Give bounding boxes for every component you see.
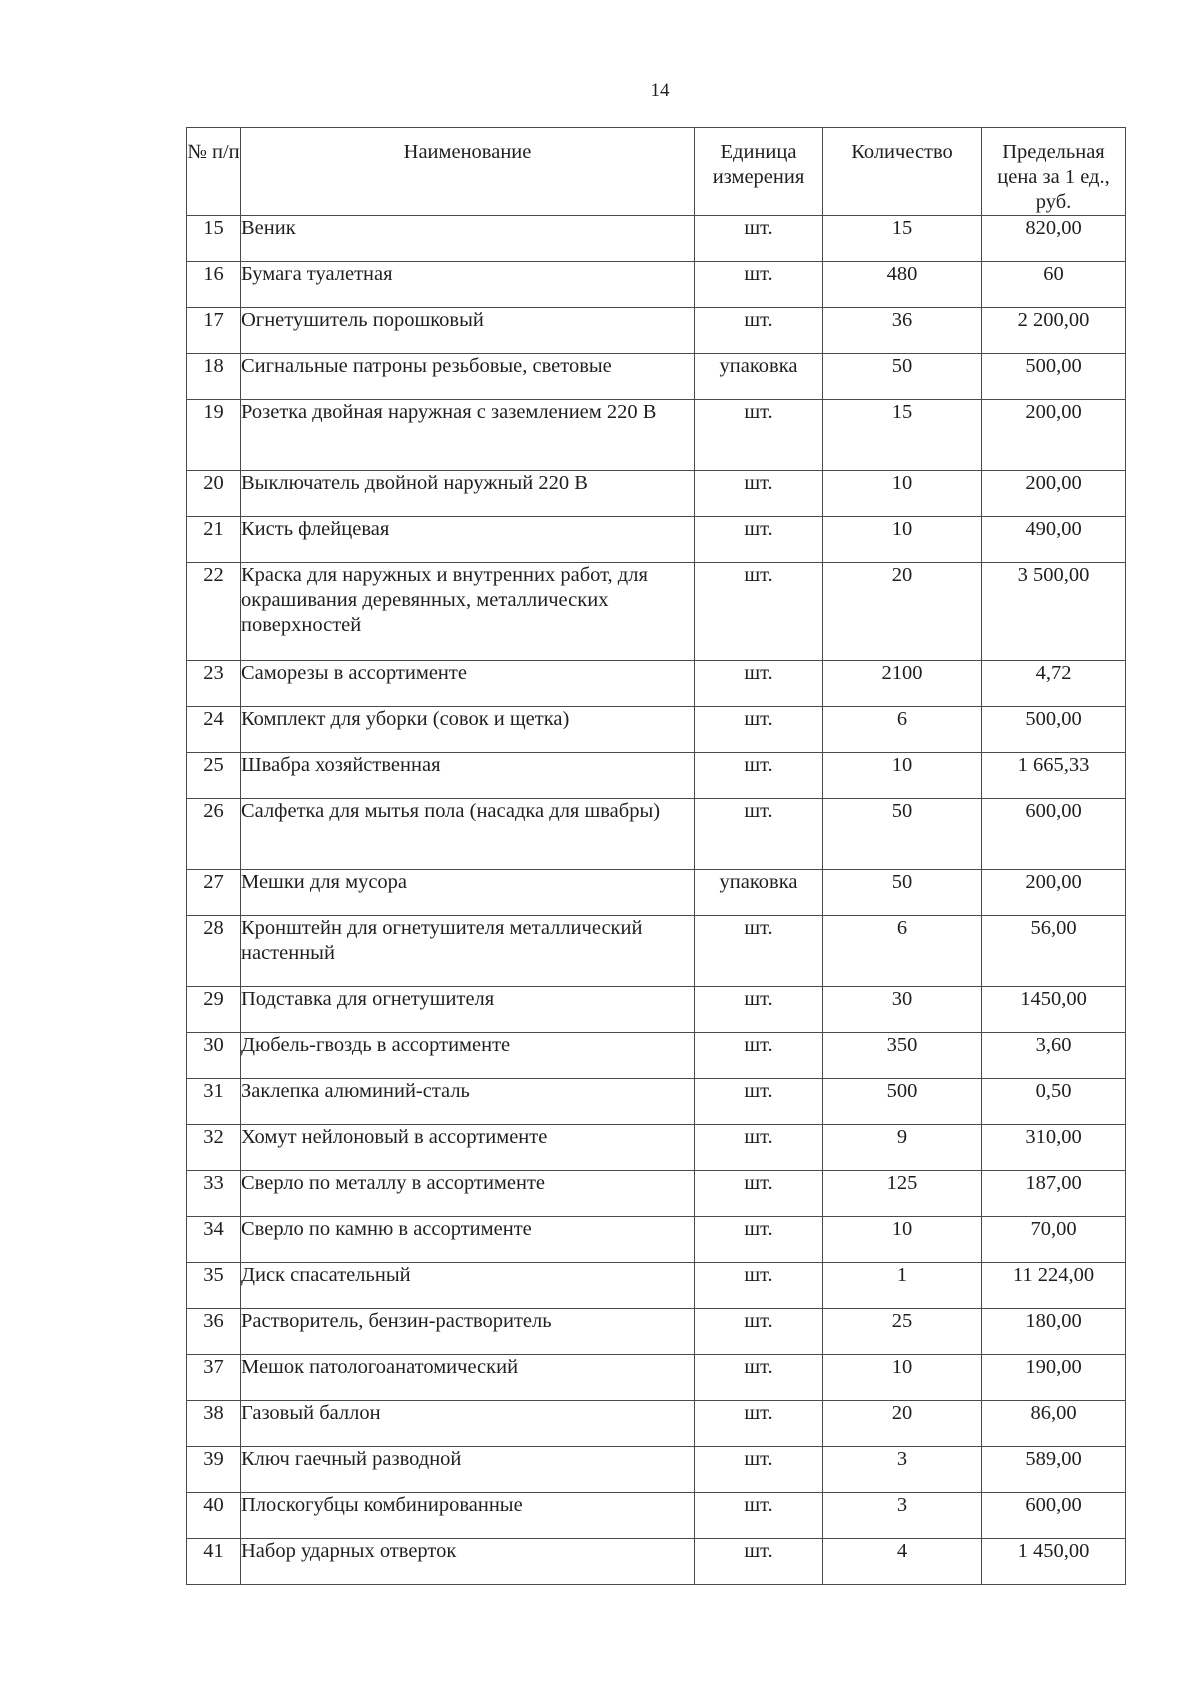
row-quantity: 2100 bbox=[823, 661, 982, 707]
row-number: 25 bbox=[187, 753, 241, 799]
row-number: 32 bbox=[187, 1125, 241, 1171]
row-number: 17 bbox=[187, 308, 241, 354]
row-quantity: 3 bbox=[823, 1493, 982, 1539]
row-number: 23 bbox=[187, 661, 241, 707]
row-number: 35 bbox=[187, 1263, 241, 1309]
table-row bbox=[187, 661, 1126, 707]
row-quantity: 6 bbox=[823, 916, 982, 987]
table-row bbox=[187, 987, 1126, 1033]
row-price: 200,00 bbox=[982, 870, 1126, 916]
row-unit: шт. bbox=[695, 987, 823, 1033]
row-name: Подставка для огнетушителя bbox=[241, 987, 695, 1033]
row-number: 29 bbox=[187, 987, 241, 1033]
table-row bbox=[187, 1309, 1126, 1355]
row-quantity: 10 bbox=[823, 1217, 982, 1263]
row-quantity: 3 bbox=[823, 1447, 982, 1493]
table-header-row bbox=[187, 128, 1126, 216]
row-price: 190,00 bbox=[982, 1355, 1126, 1401]
row-name: Диск спасательный bbox=[241, 1263, 695, 1309]
row-number: 38 bbox=[187, 1401, 241, 1447]
row-price: 1 450,00 bbox=[982, 1539, 1126, 1585]
row-quantity: 50 bbox=[823, 870, 982, 916]
table-row bbox=[187, 1079, 1126, 1125]
row-price: 3 500,00 bbox=[982, 563, 1126, 661]
row-name: Огнетушитель порошковый bbox=[241, 308, 695, 354]
row-quantity: 9 bbox=[823, 1125, 982, 1171]
row-unit: шт. bbox=[695, 1447, 823, 1493]
row-unit: шт. bbox=[695, 1401, 823, 1447]
row-name: Выключатель двойной наружный 220 В bbox=[241, 471, 695, 517]
row-name: Газовый баллон bbox=[241, 1401, 695, 1447]
row-price: 600,00 bbox=[982, 799, 1126, 870]
row-price: 3,60 bbox=[982, 1033, 1126, 1079]
row-unit: шт. bbox=[695, 563, 823, 661]
row-number: 27 bbox=[187, 870, 241, 916]
row-price: 310,00 bbox=[982, 1125, 1126, 1171]
row-number: 24 bbox=[187, 707, 241, 753]
table-row bbox=[187, 1539, 1126, 1585]
row-quantity: 4 bbox=[823, 1539, 982, 1585]
row-unit: шт. bbox=[695, 1355, 823, 1401]
row-unit: шт. bbox=[695, 1539, 823, 1585]
row-quantity: 10 bbox=[823, 753, 982, 799]
row-name: Кронштейн для огнетушителя металлический настенный bbox=[241, 916, 695, 987]
table-row bbox=[187, 707, 1126, 753]
table-row bbox=[187, 1171, 1126, 1217]
table-body bbox=[187, 216, 1126, 1585]
row-unit: шт. bbox=[695, 1217, 823, 1263]
table-row bbox=[187, 799, 1126, 870]
row-quantity: 50 bbox=[823, 799, 982, 870]
row-name: Бумага туалетная bbox=[241, 262, 695, 308]
row-number: 30 bbox=[187, 1033, 241, 1079]
row-price: 500,00 bbox=[982, 707, 1126, 753]
row-quantity: 480 bbox=[823, 262, 982, 308]
row-name: Комплект для уборки (совок и щетка) bbox=[241, 707, 695, 753]
row-number: 41 bbox=[187, 1539, 241, 1585]
row-price: 2 200,00 bbox=[982, 308, 1126, 354]
row-name: Дюбель-гвоздь в ассортименте bbox=[241, 1033, 695, 1079]
table-row bbox=[187, 1033, 1126, 1079]
row-quantity: 25 bbox=[823, 1309, 982, 1355]
row-name: Набор ударных отверток bbox=[241, 1539, 695, 1585]
table-row bbox=[187, 563, 1126, 661]
row-name: Заклепка алюминий-сталь bbox=[241, 1079, 695, 1125]
row-name: Растворитель, бензин-растворитель bbox=[241, 1309, 695, 1355]
row-price: 820,00 bbox=[982, 216, 1126, 262]
items-table bbox=[186, 127, 1126, 1585]
row-price: 4,72 bbox=[982, 661, 1126, 707]
table-row bbox=[187, 308, 1126, 354]
row-quantity: 1 bbox=[823, 1263, 982, 1309]
row-name: Розетка двойная наружная с заземлением 220 В bbox=[241, 400, 695, 471]
row-quantity: 30 bbox=[823, 987, 982, 1033]
row-quantity: 10 bbox=[823, 471, 982, 517]
row-unit: шт. bbox=[695, 1125, 823, 1171]
row-quantity: 10 bbox=[823, 1355, 982, 1401]
header-name: Наименование bbox=[241, 128, 695, 216]
row-quantity: 15 bbox=[823, 216, 982, 262]
row-price: 490,00 bbox=[982, 517, 1126, 563]
row-number: 15 bbox=[187, 216, 241, 262]
row-unit: шт. bbox=[695, 517, 823, 563]
row-unit: шт. bbox=[695, 216, 823, 262]
row-price: 86,00 bbox=[982, 1401, 1126, 1447]
row-quantity: 15 bbox=[823, 400, 982, 471]
table-row bbox=[187, 1355, 1126, 1401]
row-name: Ключ гаечный разводной bbox=[241, 1447, 695, 1493]
table-row bbox=[187, 400, 1126, 471]
row-price: 589,00 bbox=[982, 1447, 1126, 1493]
row-quantity: 50 bbox=[823, 354, 982, 400]
row-unit: шт. bbox=[695, 1079, 823, 1125]
row-price: 70,00 bbox=[982, 1217, 1126, 1263]
row-unit: шт. bbox=[695, 707, 823, 753]
header-num: № п/п bbox=[187, 128, 241, 216]
row-unit: шт. bbox=[695, 753, 823, 799]
row-price: 1 665,33 bbox=[982, 753, 1126, 799]
row-quantity: 36 bbox=[823, 308, 982, 354]
row-number: 36 bbox=[187, 1309, 241, 1355]
row-quantity: 125 bbox=[823, 1171, 982, 1217]
row-price: 60 bbox=[982, 262, 1126, 308]
table-row bbox=[187, 1447, 1126, 1493]
row-unit: шт. bbox=[695, 400, 823, 471]
row-unit: шт. bbox=[695, 1171, 823, 1217]
row-name: Мешки для мусора bbox=[241, 870, 695, 916]
row-price: 187,00 bbox=[982, 1171, 1126, 1217]
table-row bbox=[187, 216, 1126, 262]
row-number: 26 bbox=[187, 799, 241, 870]
row-price: 56,00 bbox=[982, 916, 1126, 987]
row-number: 16 bbox=[187, 262, 241, 308]
row-quantity: 350 bbox=[823, 1033, 982, 1079]
row-unit: шт. bbox=[695, 916, 823, 987]
row-name: Мешок патологоанатомический bbox=[241, 1355, 695, 1401]
table-row bbox=[187, 1217, 1126, 1263]
row-name: Плоскогубцы комбинированные bbox=[241, 1493, 695, 1539]
table-row bbox=[187, 1401, 1126, 1447]
row-name: Сверло по камню в ассортименте bbox=[241, 1217, 695, 1263]
row-number: 34 bbox=[187, 1217, 241, 1263]
table-row bbox=[187, 354, 1126, 400]
row-unit: упаковка bbox=[695, 870, 823, 916]
row-number: 19 bbox=[187, 400, 241, 471]
row-price: 11 224,00 bbox=[982, 1263, 1126, 1309]
page-number: 14 bbox=[650, 80, 670, 101]
row-name: Веник bbox=[241, 216, 695, 262]
row-quantity: 500 bbox=[823, 1079, 982, 1125]
table-row bbox=[187, 262, 1126, 308]
row-name: Швабра хозяйственная bbox=[241, 753, 695, 799]
table-row bbox=[187, 916, 1126, 987]
row-price: 500,00 bbox=[982, 354, 1126, 400]
row-number: 22 bbox=[187, 563, 241, 661]
row-price: 200,00 bbox=[982, 471, 1126, 517]
row-number: 37 bbox=[187, 1355, 241, 1401]
row-unit: шт. bbox=[695, 799, 823, 870]
row-number: 39 bbox=[187, 1447, 241, 1493]
table-row bbox=[187, 1125, 1126, 1171]
table-row bbox=[187, 753, 1126, 799]
row-name: Кисть флейцевая bbox=[241, 517, 695, 563]
row-quantity: 10 bbox=[823, 517, 982, 563]
row-price: 0,50 bbox=[982, 1079, 1126, 1125]
row-number: 20 bbox=[187, 471, 241, 517]
row-number: 21 bbox=[187, 517, 241, 563]
row-unit: шт. bbox=[695, 1263, 823, 1309]
table-row bbox=[187, 1263, 1126, 1309]
row-quantity: 6 bbox=[823, 707, 982, 753]
row-quantity: 20 bbox=[823, 1401, 982, 1447]
row-unit: шт. bbox=[695, 1033, 823, 1079]
row-number: 18 bbox=[187, 354, 241, 400]
table-row bbox=[187, 870, 1126, 916]
row-name: Саморезы в ассортименте bbox=[241, 661, 695, 707]
row-price: 600,00 bbox=[982, 1493, 1126, 1539]
table-row bbox=[187, 1493, 1126, 1539]
table-row bbox=[187, 471, 1126, 517]
header-unit: Единица измерения bbox=[695, 128, 823, 216]
row-unit: шт. bbox=[695, 1309, 823, 1355]
row-number: 28 bbox=[187, 916, 241, 987]
row-unit: шт. bbox=[695, 471, 823, 517]
row-unit: шт. bbox=[695, 661, 823, 707]
row-unit: шт. bbox=[695, 262, 823, 308]
header-qty: Количество bbox=[823, 128, 982, 216]
row-name: Салфетка для мытья пола (насадка для швабры) bbox=[241, 799, 695, 870]
row-quantity: 20 bbox=[823, 563, 982, 661]
row-number: 40 bbox=[187, 1493, 241, 1539]
row-unit: шт. bbox=[695, 308, 823, 354]
row-price: 200,00 bbox=[982, 400, 1126, 471]
row-number: 33 bbox=[187, 1171, 241, 1217]
row-number: 31 bbox=[187, 1079, 241, 1125]
row-price: 1450,00 bbox=[982, 987, 1126, 1033]
row-unit: упаковка bbox=[695, 354, 823, 400]
row-unit: шт. bbox=[695, 1493, 823, 1539]
row-name: Сигнальные патроны резьбовые, световые bbox=[241, 354, 695, 400]
header-price: Предельная цена за 1 ед., руб. bbox=[982, 128, 1126, 216]
row-price: 180,00 bbox=[982, 1309, 1126, 1355]
row-name: Хомут нейлоновый в ассортименте bbox=[241, 1125, 695, 1171]
row-name: Краска для наружных и внутренних работ, для окрашивания деревянных, металлических поверхностей bbox=[241, 563, 695, 661]
table-row bbox=[187, 517, 1126, 563]
row-name: Сверло по металлу в ассортименте bbox=[241, 1171, 695, 1217]
